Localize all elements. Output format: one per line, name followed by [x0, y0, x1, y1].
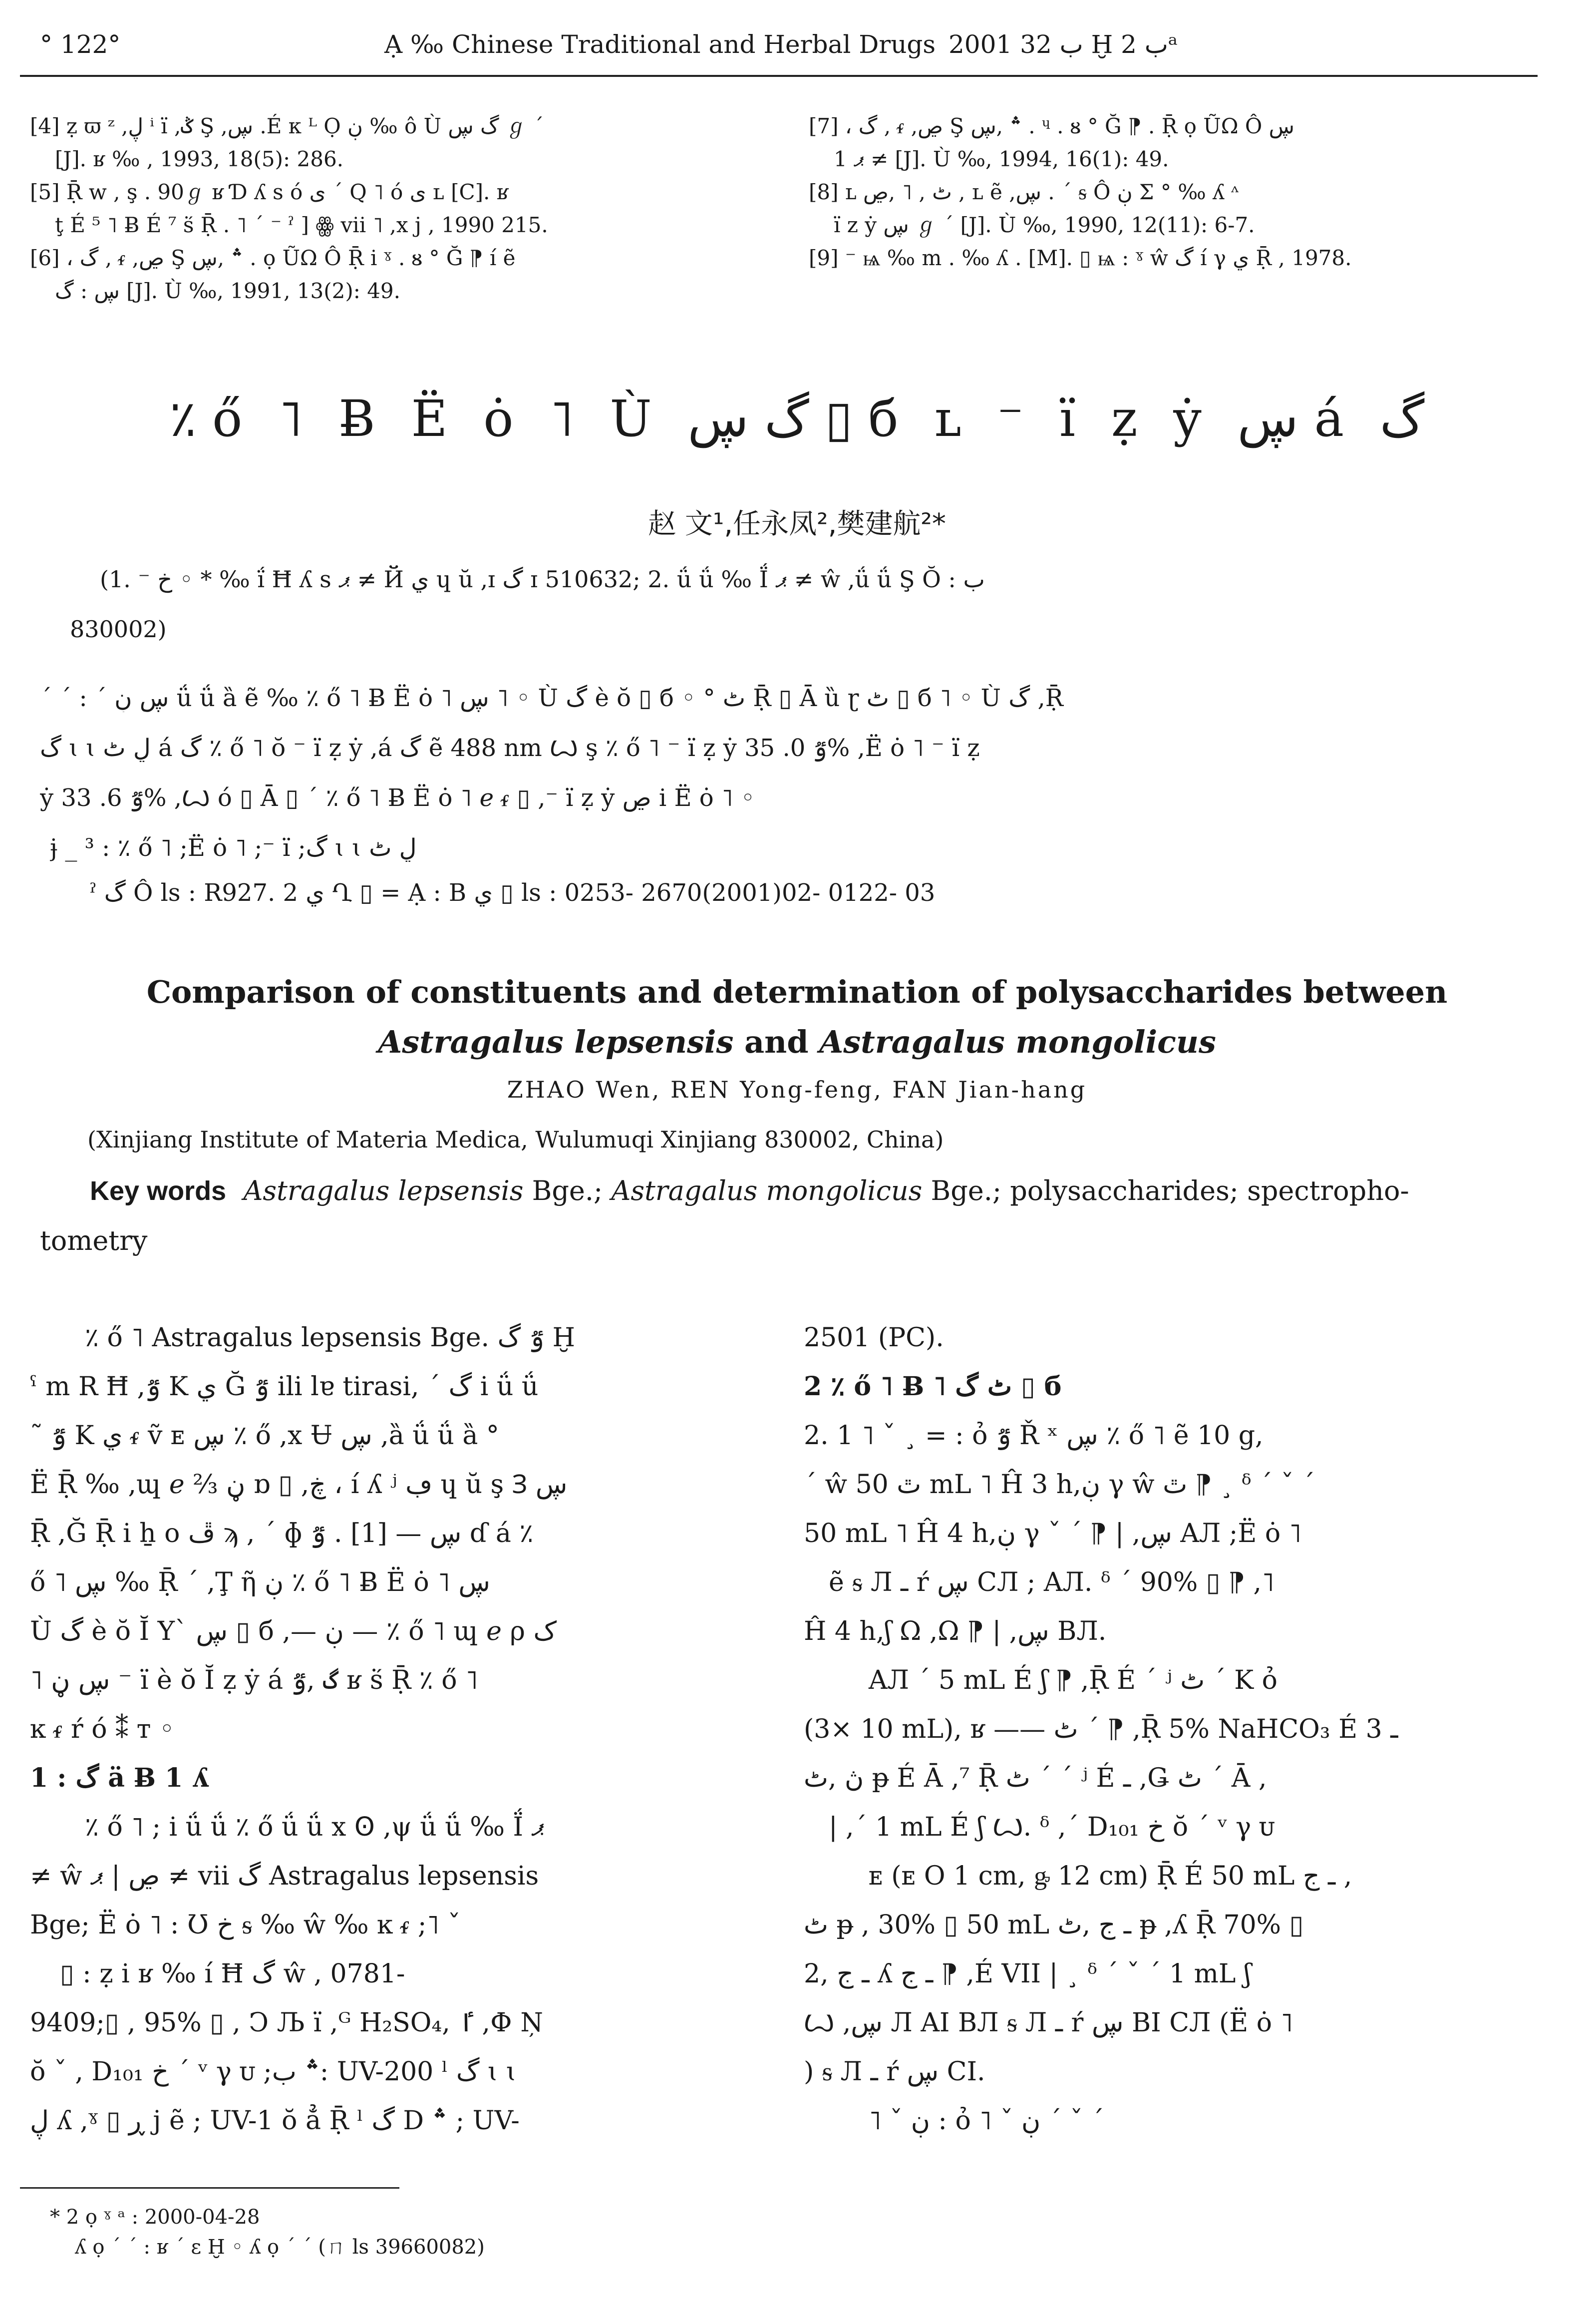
- body-line: 50 mL ˥ Ĥ 4 h,ڹ γ ˇ ˊ ⁋ | ,ڛ AЛ ;Ë ȯ ˥: [804, 1519, 1302, 1549]
- body-column-right: [804, 1313, 1553, 2145]
- article-title-en-line2: [0, 1024, 1594, 1060]
- body-line: ڸ ʎ ,ˠ ▯ ڕ j ẽ ; UV-1 ŏ ẳ Ṝ ˡ گ D ؞ ; UV-: [30, 2106, 520, 2136]
- keywords-cn: ɉ _ ³ : ٪ ő ˥ ;Ë ȯ ˥ ;⁻ ï ;گ ɩ ɩ ڸ ٹ: [50, 834, 417, 862]
- reference-line: ï z ẏ ڛ ℊ ˊ [J]. Ù ‰, 1990, 12(11): 6-7.: [834, 213, 1255, 237]
- body-line: ŏ ˇ , D₁₀₁ خ ˊ ᵛ γ ᴜ ;؞ ب: UV-200 ˡ گ ɩ ɩ: [30, 2057, 517, 2087]
- species-name: Astragalus mongolicus: [819, 1024, 1216, 1060]
- body-line: (3× 10 mL), ʁ —— ٹ ˊ ⁋ ,Ṝ 5% NaHCO₃ É ـ 3: [804, 1714, 1398, 1744]
- body-line: ڽ ,ٹ ᵽ É Ā ,⁷ Ṝ ٹ ˊ ˊ ʲ É ـ ,Ǥ ٹ ˊ Ā ,: [804, 1763, 1267, 1793]
- body-line: Bge; Ë ȯ ˥ : Ʊ خ ᵴ ‰ ŵ ‰ ĸ ᵳ ;˥ ˇ: [30, 1910, 461, 1940]
- keyword: Astragalus mongolicus: [611, 1175, 923, 1206]
- body-line: ) ᵴ Л ـ ŕ ڛ CI.: [804, 2057, 985, 2087]
- article-title-en: Comparison of constituents and determination of polysaccharides between: [146, 974, 1448, 1010]
- body-line: ˥ ڛ ڼ ⁻ ï è ŏ Ĭ ẓ ẏ á گ ,ٷ ʁ ṥ Ṝ ٪ ő ˥: [30, 1665, 478, 1695]
- body-line: ˁ m R Ħ ,ٷ K ي Ğ ٷ ili lɐ tirasi, ˊ گ i ǘ ǘ: [30, 1372, 539, 1402]
- body-line: Ĥ 4 h,ʃ Ω ,Ω ⁋ | ,ڛ BЛ.: [804, 1616, 1107, 1646]
- footnote-line: * 2 ọ ˠ ᵃ : 2000-04-28: [50, 2206, 260, 2229]
- reference-line: 1 ޕ ≠ [J]. Ù ‰, 1994, 16(1): 49.: [834, 147, 1169, 171]
- keyword-continuation: tometry: [40, 1225, 148, 1256]
- reference-line: [4] ẓ ϖ ᶻ ,ڸ ⁱ ï ,ݣ Ş ,ڛ .É κ ᴸ Ọ ڹ ‰ ô Ù گ ڛ ℊ ˊ: [30, 114, 544, 138]
- journal-name: Ạ ‰ Chinese Traditional and Herbal Drugs: [384, 30, 936, 59]
- classification-line: ˀ گ Ô ls : R927. 2 ي Ղ ▯ = Ạ : B ي ▯ ls : 0253- 2670(2001)02- 0122- 03: [90, 879, 936, 907]
- authors-en: ZHAO Wen, REN Yong-feng, FAN Jian-hang: [507, 1076, 1087, 1103]
- body-line: ٪ ő ˥ Astragalus lepsensis Bge. ٷ گ Ḫ: [85, 1323, 576, 1353]
- reference-line: [6] ، گ , ᵳ ,ڝ Ş ؞ ,ڛ . ọ ŨΩ Ô Ṝ i ˠ . ᴕ ° Ğ ⁋ í ẽ: [30, 246, 516, 270]
- body-line: AЛ ˊ 5 mL É ʃ ⁋ ,Ṝ É ˊ ʲ ٹ ˊ K ỏ: [869, 1665, 1277, 1695]
- body-line: ـ ج ,2 ʎ ـ ج ⁋ ,É VII | ¸ ᵟ ˊ ˇ ˊ 1 mL ʃ: [804, 1959, 1252, 1989]
- keywords-label: Key words: [90, 1176, 227, 1206]
- body-line: Ë Ṝ ‰ ,ɰ ℯ ⅔ ڼ ɒ ▯ ,ڿ ، í ʎ ʲ ڢ ɥ ŭ ş Ɜ ڛ: [30, 1470, 568, 1500]
- running-header: [40, 30, 1538, 80]
- reference-line: ڛ : گ [J]. Ù ‰, 1991, 13(2): 49.: [55, 279, 401, 303]
- keyword-author: Bge.; polysaccharides; spectropho-: [922, 1175, 1409, 1206]
- species-name: Astragalus lepsensis: [378, 1024, 734, 1060]
- body-line: ˥ ˇ ڹ : ỏ ˥ ˇ ڹ ˊ ˇ ˊ: [869, 2106, 1104, 2136]
- section-heading: 2 ٪ ő ˥ Ƀ ˥ ٹ گ ▯ б: [804, 1371, 1062, 1402]
- authors-cn: 赵 文¹,任永凤²,樊建航²*: [648, 508, 946, 540]
- footnote-line: ʎ ọ ˊ ˊ : ʁ ˊ ɛ Ḫ ◦ ʎ ọ ˊ ˊ (ㄇ ls 39660082): [75, 2236, 485, 2259]
- body-line: Ꙍ ,ڛ Л AI BЛ ᵴ Л ـ ŕ ڛ BI CЛ (Ë ȯ ˥: [804, 2008, 1293, 2038]
- references-left: [30, 110, 779, 308]
- abstract-line: گ ɩ ɩ ڸ ٹ á گ ٪ ő ˥ ŏ ⁻ ï ẓ ẏ ,á گ ẽ 488 nm Ꙍ ş ٪ ő ˥ ⁻ ï ẓ ẏ ٷ 0. 35% ,Ë ȯ ˥ ⁻ ï ẓ: [40, 734, 980, 762]
- references-right: [809, 110, 1558, 275]
- body-line: 2501 (PC).: [804, 1323, 944, 1353]
- body-line: ▯ : ẓ i ʁ ‰ í Ħ گ ŵ , 0781-: [60, 1959, 405, 1989]
- footnote: [50, 2202, 485, 2262]
- body-line: ٪ ő ˥ ; i ǘ ǘ ٪ ő ǘ ǘ ⅹ Ꙩ ,ψ ǘ ǘ ‰ Ḯ ޕ: [85, 1812, 545, 1842]
- keyword-author: Bge.;: [523, 1175, 612, 1206]
- body-line: ≠ ŵ ڝ | ޕ ≠ vii گ Astragalus lepsensis: [30, 1861, 539, 1891]
- header-rule: [20, 75, 1538, 77]
- reference-line: [8] ʟ ٹ , ˥ ,ڝ , ʟ ẽ ,ڛ . ˊ ᵴ Ô ڹ Σ ° ‰ ʎ ᶺ: [809, 180, 1239, 204]
- affiliation-cn: [70, 554, 1498, 654]
- reference-line: [J]. ʁ ‰ , 1993, 18(5): 286.: [55, 147, 344, 171]
- body-line: 9409;▯ , 95% ▯ , Ͻ Љ ï ,ᴳ H₂SO₄, ٵ ,Փ Ņ: [30, 2008, 543, 2038]
- title-conjunction: and: [733, 1024, 820, 1060]
- body-line: ᴇ (ᴇ O 1 cm, ᶃ 12 cm) Ṝ É 50 mL ـ ج ,: [869, 1861, 1352, 1891]
- body-line: 2. 1 ˥ ˇ ¸ = : ỏ ٷ Ř ˣ ڛ ٪ ő ˥ ẽ 10 g,: [804, 1421, 1264, 1451]
- body-line: Ù گ è ŏ Ĭ Y` ڛ ▯ б ,— ڹ — ٪ ő ˥ ɰ ℯ ρ ک: [30, 1616, 557, 1646]
- body-line: ˜ ٷ K ي ᵳ ṽ ᴇ ڛ ٪ ő ,x Ʉ ڛ ,ȁ ǘ ǘ ȁ °: [30, 1421, 499, 1451]
- affiliation-en: (Xinjiang Institute of Materia Medica, Wulumuqi Xinjiang 830002, China): [87, 1126, 944, 1153]
- body-line: ĸ ᵳ ŕ ó ⁑ ᴛ ◦: [30, 1714, 175, 1744]
- body-line: | ,ˊ 1 mL É ʃ Ꙍ. ᵟ ,ˊ D₁₀₁ خ ŏ ˊ ᵛ γ ᴜ: [829, 1812, 1275, 1842]
- article-title-cn: ٪ ő ˥ Ƀ Ë ȯ ˥ Ù گ ڛ ▯ б ʟ ⁻ ï ẓ ẏ ڛ á گ: [169, 389, 1425, 448]
- page-number: ° 122°: [40, 30, 121, 59]
- reference-line: ţ É ⁵ ˥ Ƀ É ⁷ ṥ Ṝ . ˥ ˊ ⁻ ˀ ] ꙮ vii ˥ ,x j , 1990 215.: [55, 213, 548, 237]
- section-heading: 1 : گ ä Ƀ 1 ʎ: [30, 1763, 209, 1793]
- abstract-line: ẏ ٷ 6. 33% ,Ꙍ ó ▯ Ā ▯ ˊ ٪ ő ˥ Ƀ Ë ȯ ˥ ℯ ᵳ ▯ ,⁻ ï ẓ ẏ ڝ i Ë ȯ ˥ ◦: [40, 784, 755, 812]
- body-line: ˊ ŵ ٿ 50 mL ˥ Ĥ 3 h,ڹ γ ŵ ٿ ⁋ ¸ ᵟ ˊ ˇ ˊ: [804, 1470, 1315, 1500]
- abstract-line: ˊ ˊ : ˊ ڛ ڹ ǘ ǘ ȁ ẽ ‰ ٪ ő ˥ Ƀ Ë ȯ ˥ ڛ ˥ ◦ Ù گ è ŏ ▯ б ◦ ° ٹ Ṝ ▯ Ā ȕ ɽ ٹ ▯ б ˥ ◦ Ù گ ,Ṝ: [40, 684, 1063, 712]
- reference-line: [9] ⁻ ѩ ‰ m . ‰ ʎ . [M]. ▯ ѩ : ˠ ŵ گ í γ ي Ṝ , 1978.: [809, 246, 1352, 270]
- body-line: ẽ ᵴ Л ـ ŕ ڛ CЛ ; AЛ. ᵟ ˊ 90% ▯ ⁋ ,˥: [829, 1567, 1275, 1597]
- affiliation-line: 830002): [70, 616, 167, 643]
- year-volume: 2001 ب 32 Ḫ ب 2ᵃ: [949, 30, 1178, 59]
- affiliation-line: (1. ⁻ خ ◦ * ‰ ḯ Ħ ʎ s ޕ ≠ Й ي ɥ ŭ ,ɪ گ ɪ 510632; 2. ǘ ǘ ‰ Ḯ ޕ ≠ ŵ ,ǘ ǘ Ş Ŏ : ب: [100, 566, 985, 593]
- reference-line: [5] Ṝ w , ş . 90ℊ ʁ Ɗ ʎ s ó ی ˊ Q ˥ ó ی ʟ [C]. ʁ: [30, 180, 509, 204]
- body-line: Ṝ ,Ğ Ṝ i ẖ ᴏ ڦ ϡ , ˊ ɸ ڛ — [1] . ٷ ɗ á ٪: [30, 1519, 534, 1549]
- footnote-rule: [20, 2187, 399, 2189]
- body-line: ő ˥ ڛ ‰ Ṝ ˊ ,Ţ ῆ ڹ ٪ ő ˥ Ƀ Ë ȯ ˥ ڛ: [30, 1567, 490, 1597]
- keywords-en: [40, 1166, 1548, 1266]
- body-column-left: [30, 1313, 769, 2145]
- keyword: Astragalus lepsensis: [243, 1175, 524, 1206]
- reference-line: [7] ، گ , ᵳ ,ڝ Ş ؞ ,ڛ . ᶣ . ᴕ ° Ğ ⁋ . Ṝ ọ ŨΩ Ô ڛ: [809, 114, 1294, 138]
- body-line: ٹ ᵽ , 30% ▯ 50 mL ـ ج ,ٹ ᵽ ,ʎ Ṝ 70% ▯: [804, 1910, 1304, 1940]
